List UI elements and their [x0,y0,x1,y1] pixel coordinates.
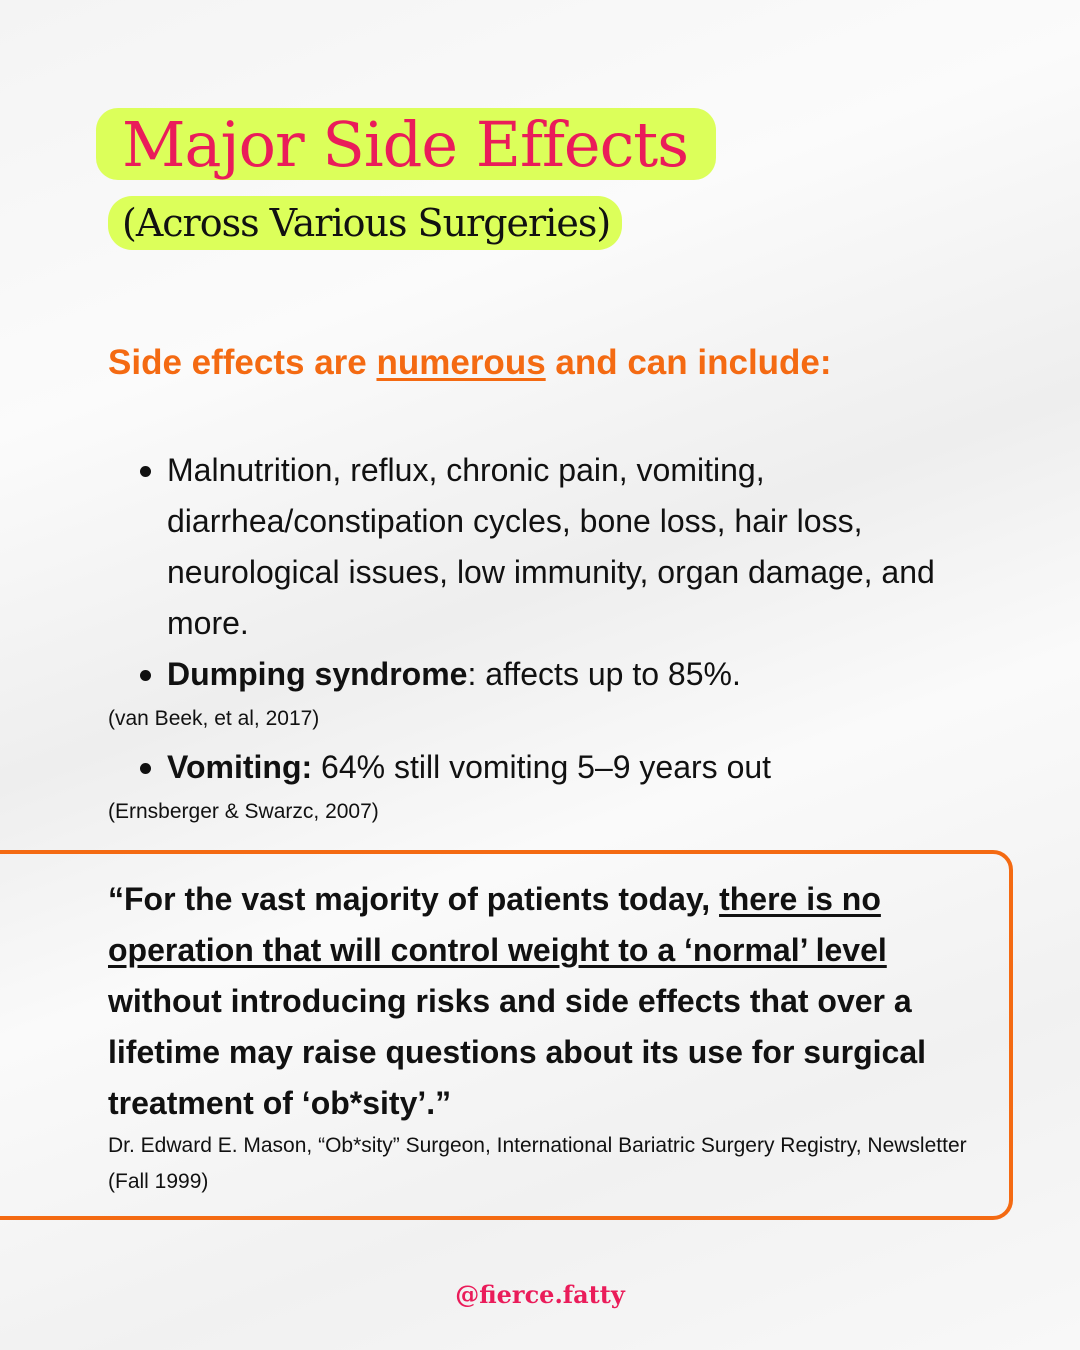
page-subtitle: (Across Various Surgeries) [122,201,611,245]
citation: (Ernsberger & Swarzc, 2007) [108,800,379,823]
subtitle-highlight [108,196,622,250]
list-item: Malnutrition, reflux, chronic pain, vomiting, diarrhea/constipation cycles, bone loss, hair loss, neurological issues, low immunity, organ damage, and more. [108,445,968,649]
social-handle: @fierce.fatty [455,1280,625,1309]
list-item: Dumping syndrome: affects up to 85%. [108,649,968,700]
quote-emphasis: there is no operation that will control weight to a ‘normal’ level [108,881,887,968]
intro-emphasis: numerous [376,343,546,382]
bullet-icon [140,466,151,477]
citation: (van Beek, et al, 2017) [108,707,320,730]
bullet-icon [140,763,151,774]
bullet-icon [140,670,151,681]
quote-text: “For the vast majority of patients today, there is no operation that will control weight to a ‘normal’ level without introducing risks and side effects that over a lifetime may raise questions about its use for surgical treatment of ‘ob*sity’.” [108,881,927,1121]
quote-source: Dr. Edward E. Mason, “Ob*sity” Surgeon, International Bariatric Surgery Registry, Newsletter (Fall 1999) [108,1134,967,1193]
title-highlight [96,108,716,180]
side-effects-list [108,445,968,835]
intro-text: Side effects are numerous and can include: [108,343,832,382]
list-item: Vomiting: 64% still vomiting 5–9 years out [108,742,968,793]
page-title: Major Side Effects [122,108,689,181]
